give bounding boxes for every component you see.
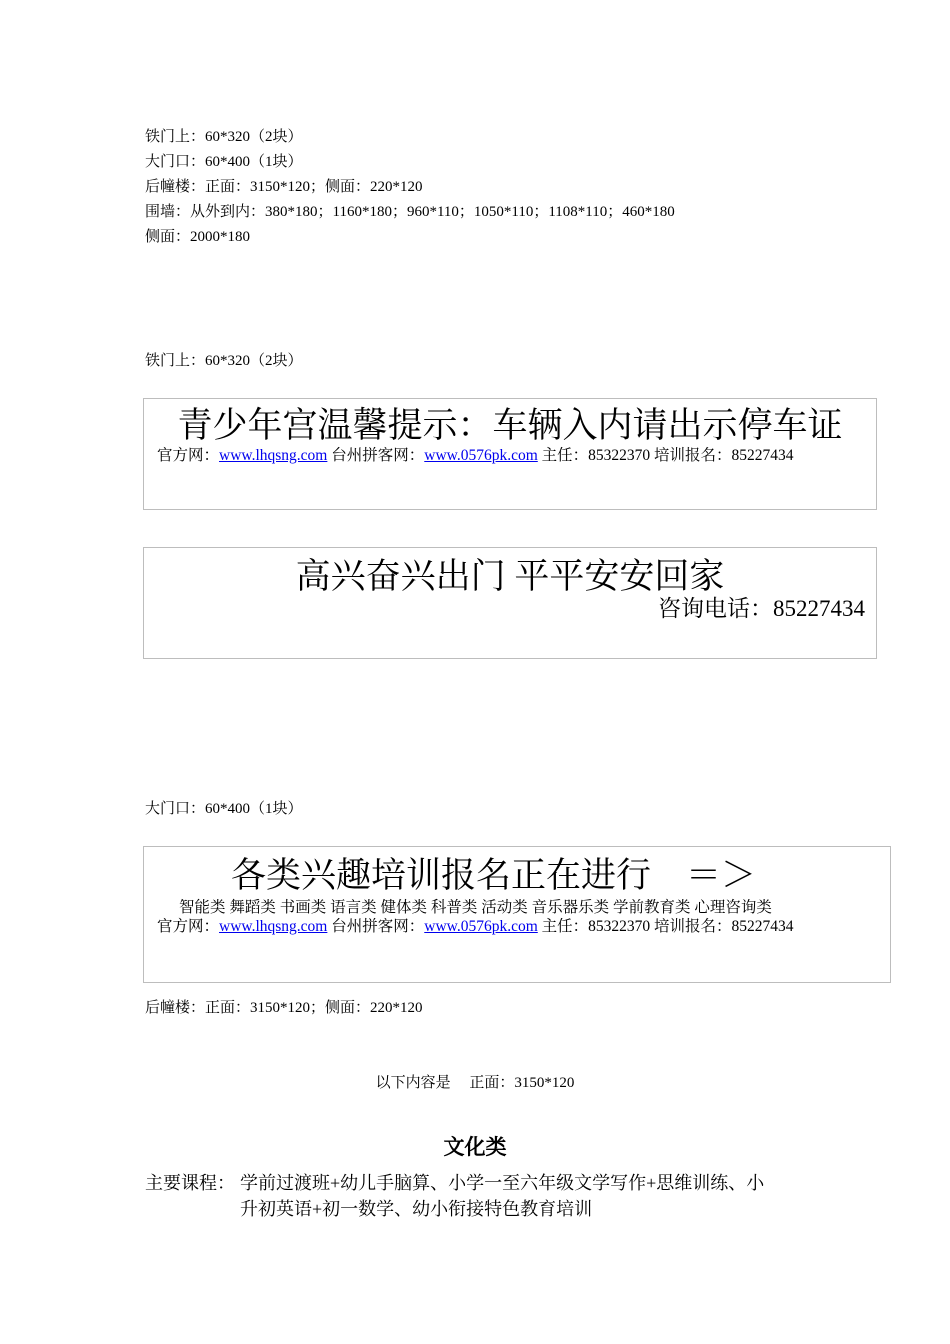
course-line: 学前过渡班+幼儿手脑算、小学一至六年级文学写作+思维训练、小 [240, 1173, 765, 1193]
official-site-link[interactable]: www.lhqsng.com [219, 918, 328, 935]
sign-title: 高兴奋兴出门 平平安安回家 [295, 557, 725, 596]
pk-label: 台州拼客网： [327, 918, 425, 935]
pk-site-link[interactable]: www.0576pk.com [424, 447, 538, 464]
sign-contact-line [157, 917, 794, 936]
sign-contact-line [157, 446, 794, 465]
section-heading: 铁门上：60*320（2块） [145, 353, 303, 369]
course-line: 升初英语+初一数学、幼小衔接特色教育培训 [240, 1199, 593, 1219]
sign-categories: 智能类 舞蹈类 书画类 语言类 健体类 科普类 活动类 音乐器乐类 学前教育类 心理咨询类 [179, 899, 772, 916]
summary-line: 围墙：从外到内：380*180；1160*180；960*110；1050*110；1108*110；460*180 [145, 204, 675, 220]
sign-parking-notice [143, 398, 877, 510]
summary-line: 侧面：2000*180 [145, 229, 251, 245]
content-note: 以下内容是 正面：3150*120 [375, 1075, 575, 1091]
sign-title: 各类兴趣培训报名正在进行 ＝＞ [231, 856, 757, 895]
course-label: 主要课程： [145, 1173, 235, 1193]
section-heading: 大门口：60*400（1块） [145, 801, 303, 817]
contact-text: 主任：85322370 培训报名：85227434 [537, 918, 794, 935]
culture-title: 文化类 [443, 1135, 507, 1159]
pk-label: 台州拼客网： [327, 447, 425, 464]
contact-text: 主任：85322370 培训报名：85227434 [537, 447, 794, 464]
pk-site-link[interactable]: www.0576pk.com [424, 918, 538, 935]
sign-title: 青少年宫温馨提示：车辆入内请出示停车证 [177, 406, 843, 445]
site-label: 官方网： [157, 447, 220, 464]
section-heading: 后幢楼：正面：3150*120；侧面：220*120 [145, 1000, 423, 1016]
summary-line: 后幢楼：正面：3150*120；侧面：220*120 [145, 179, 423, 195]
summary-line: 铁门上：60*320（2块） [145, 129, 303, 145]
official-site-link[interactable]: www.lhqsng.com [219, 447, 328, 464]
sign-enrollment [143, 846, 891, 983]
summary-line: 大门口：60*400（1块） [145, 154, 303, 170]
sign-safe-travel [143, 547, 877, 659]
site-label: 官方网： [157, 918, 220, 935]
sign-phone: 咨询电话：85227434 [658, 596, 865, 621]
